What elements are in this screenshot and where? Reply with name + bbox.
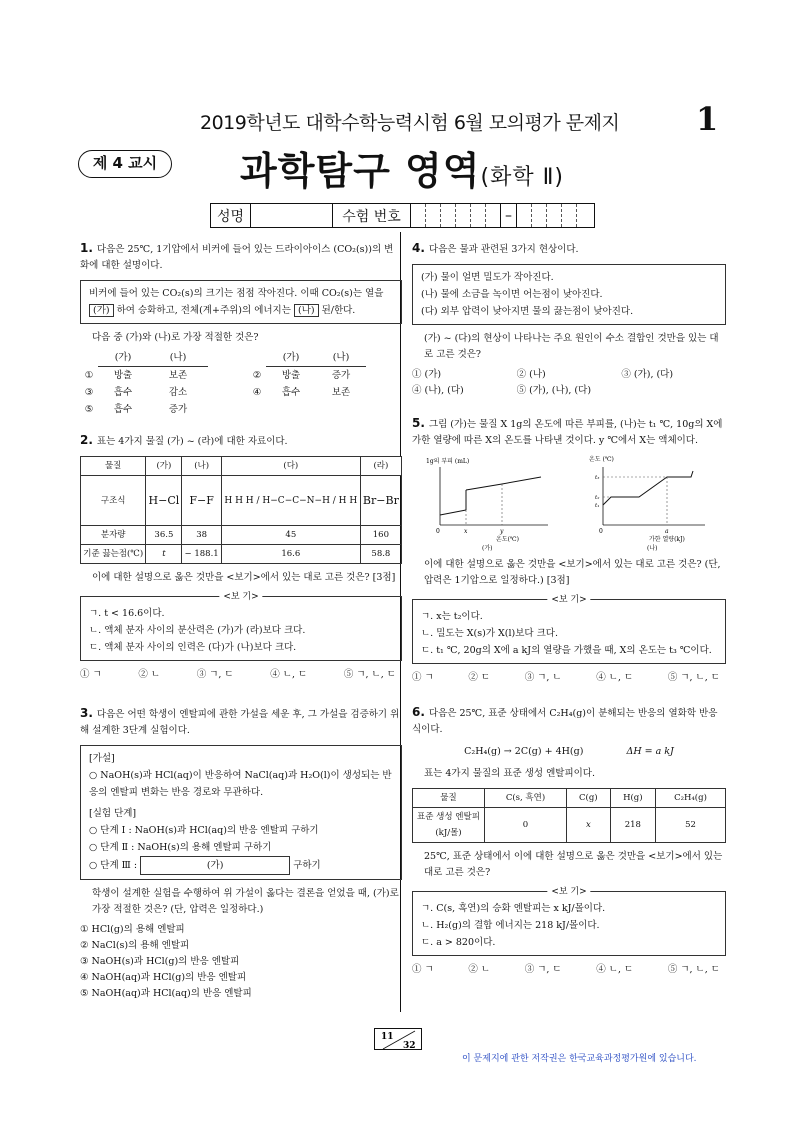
exam-no-digit[interactable] [577, 204, 592, 227]
phenomenon-item: (다) 외부 압력이 낮아지면 물의 끓는점이 낮아진다. [421, 306, 634, 317]
name-label: 성명 [211, 204, 251, 227]
table-cell: 52 [655, 808, 725, 843]
bogi-label: <보 기> [547, 884, 590, 901]
question-2 [80, 432, 402, 683]
bogi-item: ㄱ. t < 16.6이다. [89, 608, 165, 619]
subject-name: 과학탐구 영역 [240, 149, 481, 193]
choice-number[interactable]: ⑤ [84, 404, 94, 415]
passage-text: 하여 승화하고, 전체(계+주위)의 에너지는 [116, 305, 291, 316]
answer-choice[interactable]: ② ㄷ [468, 672, 491, 683]
table-cell: 218 [610, 808, 655, 843]
col-header: (가) [266, 350, 316, 367]
graph-xlabel: 가한 열량(kJ) [648, 536, 685, 543]
tick-label: t₁ [594, 503, 599, 509]
answer-choice[interactable]: ① ㄱ [412, 672, 434, 683]
period-badge: 제 4 교시 [78, 150, 172, 178]
exam-no-digit[interactable] [532, 204, 547, 227]
answer-list [80, 922, 402, 1002]
question-number: 4. [412, 241, 425, 255]
question-ask: 이에 대한 설명으로 옳은 것만을 <보기>에서 있는 대로 고른 것은? (단, 압력은 1기압으로 일정하다.) [3점] [424, 559, 721, 586]
exam-no-digit[interactable] [456, 204, 471, 227]
table-header: 물질 [81, 457, 146, 476]
blank-ga: (가) [89, 304, 114, 317]
answer-choice[interactable]: ② ㄴ [138, 669, 161, 680]
table-header: (가) [146, 457, 182, 476]
exam-no-digit[interactable] [411, 204, 426, 227]
question-stem: 다음은 어떤 학생이 엔탈피에 관한 가설을 세운 후, 그 가설을 검증하기 위해 설계한 3단계 실험이다. [80, 709, 400, 736]
answer-choice[interactable]: ① ㄱ [412, 964, 434, 975]
tick-label: t₂ [594, 495, 599, 501]
question-stem: 표는 4가지 물질 (가) ~ (라)에 대한 자료이다. [96, 436, 288, 447]
graph-caption: (나) [646, 545, 657, 551]
choice-value: 감소 [168, 387, 188, 398]
page-counter [374, 1028, 422, 1050]
current-page: 11 [381, 1032, 394, 1042]
exam-no-digit[interactable] [486, 204, 501, 227]
choice-value: 방출 [281, 370, 301, 381]
thermochemical-equation [412, 744, 726, 760]
exam-no-label: 수험 번호 [333, 204, 411, 227]
page-counter-graphic [375, 1029, 423, 1051]
row-label: 분자량 [81, 526, 146, 545]
answer-choice[interactable]: ② ㄴ [468, 964, 491, 975]
answer-choice[interactable]: ③ ㄱ, ㄷ [196, 669, 234, 680]
table-cell: 38 [182, 526, 221, 545]
question-ask: (가) ~ (다)의 현상이 나타나는 주요 원인이 수소 결합인 것만을 있는 대로 고른 것은? [424, 333, 719, 360]
bogi-item: ㄷ. t₁ ℃, 20g의 X에 a kJ의 열량을 가했을 때, X의 온도는 t₃ ℃이다. [421, 645, 712, 656]
question-ask: 다음 중 (가)와 (나)로 가장 적절한 것은? [92, 332, 259, 343]
table-header: C₂H₄(g) [655, 789, 725, 808]
choice-value: 방출 [113, 370, 133, 381]
question-4 [412, 240, 726, 399]
answer-choice[interactable]: ④ ㄴ, ㄷ [596, 964, 634, 975]
choice-value: 보존 [331, 387, 351, 398]
graph-xlabel: 온도(℃) [495, 536, 519, 543]
identity-box [210, 203, 595, 228]
choice-number[interactable]: ① [84, 370, 94, 381]
row-label: 표준 생성 엔탈피 (kJ/몰) [413, 808, 485, 843]
copyright-notice: 이 문제지에 관한 저작권은 한국교육과정평가원에 있습니다. [462, 1054, 697, 1064]
question-number: 5. [412, 416, 425, 430]
exam-no-digit[interactable] [441, 204, 456, 227]
graph-temp-vs-heat [583, 455, 713, 551]
solid-line [440, 510, 466, 515]
step-suffix: 구하기 [293, 860, 321, 871]
answer-choice[interactable]: ③ (가), (다) [621, 369, 674, 380]
bogi-item: ㄷ. a > 820이다. [421, 937, 496, 948]
answer-choice[interactable]: ④ ㄴ, ㄷ [596, 672, 634, 683]
answer-choice[interactable]: ⑤ NaOH(aq)과 HCl(aq)의 반응 엔탈피 [80, 988, 252, 999]
answer-choices [412, 962, 726, 978]
heating-curve [603, 471, 693, 505]
graph-origin: 0 [598, 528, 603, 535]
exam-no-digit[interactable] [471, 204, 486, 227]
passage-text: 된/한다. [321, 305, 356, 316]
exam-no-digit[interactable] [426, 204, 441, 227]
choice-value: 증가 [331, 370, 351, 381]
enthalpy-table [412, 788, 726, 843]
question-ask: 이에 대한 설명으로 옳은 것만을 <보기>에서 있는 대로 고른 것은? [3점] [92, 572, 396, 583]
choice-value: 흡수 [113, 404, 133, 415]
answer-grid [80, 350, 402, 418]
step-item: ○ 단계 Ⅰ : NaOH(s)과 HCl(aq)의 반응 엔탈피 구하기 [89, 825, 319, 836]
table-header: C(g) [567, 789, 611, 808]
choice-number[interactable]: ④ [252, 387, 262, 398]
structure-formula: H−Cl [146, 476, 182, 526]
question-ask: 25℃, 표준 상태에서 이에 대한 설명으로 옳은 것만을 <보기>에서 있는 대로 고른 것은? [424, 851, 723, 878]
question-stem: 다음은 물과 관련된 3가지 현상이다. [428, 244, 579, 255]
choice-value: 흡수 [113, 387, 133, 398]
table-header: (나) [182, 457, 221, 476]
answer-choice[interactable]: ④ NaOH(aq)과 HCl(g)의 반응 엔탈피 [80, 972, 247, 983]
total-pages: 32 [403, 1041, 416, 1051]
name-field[interactable] [251, 204, 333, 227]
question-stem: 다음은 25℃, 표준 상태에서 C₂H₄(g)이 분해되는 반응의 열화학 반응식이다. [412, 708, 718, 735]
table-header: (라) [360, 457, 401, 476]
passage-text: 비커에 들어 있는 CO₂(s)의 크기는 점점 작아진다. 이때 CO₂(s)는 열을 [89, 288, 384, 299]
answer-choice[interactable]: ① HCl(g)의 용해 엔탈피 [80, 924, 185, 935]
question-number: 6. [412, 705, 425, 719]
table-header: H(g) [610, 789, 655, 808]
table-cell: − 188.1 [182, 545, 221, 564]
col-header: (나) [316, 350, 366, 367]
answer-choice[interactable]: ③ ㄱ, ㄴ [524, 672, 562, 683]
bogi-box [80, 592, 402, 661]
answer-choice[interactable]: ③ NaOH(s)과 HCl(g)의 반응 엔탈피 [80, 956, 240, 967]
bogi-label: <보 기> [547, 592, 590, 609]
step-item [89, 856, 393, 875]
structure-formula: H H H / H−C−C−N−H / H H [221, 476, 360, 526]
phenomenon-item: (나) 물에 소금을 녹이면 어는점이 낮아진다. [421, 289, 603, 300]
bogi-item: ㄷ. 액체 분자 사이의 인력은 (다)가 (나)보다 크다. [89, 642, 297, 653]
exam-no-dash: – [501, 204, 517, 227]
step-item: ○ 단계 Ⅱ : NaOH(s)의 용해 엔탈피 구하기 [89, 842, 272, 853]
answer-choice[interactable]: ⑤ ㄱ, ㄴ, ㄷ [343, 669, 396, 680]
table-cell: 16.6 [221, 545, 360, 564]
step-prefix: ○ 단계 Ⅲ : [89, 860, 138, 871]
choice-number[interactable]: ② [252, 370, 262, 381]
right-column [412, 240, 726, 988]
answer-choices [412, 367, 726, 399]
graphs [412, 455, 726, 551]
delta-h: ΔH = a kJ [626, 746, 674, 757]
question-stem: 그림 (가)는 물질 X 1g의 온도에 따른 부피를, (나)는 t₁ ℃, 10g의 X에 가한 열량에 따른 X의 온도를 나타낸 것이다. y ℃에서 X는 액체이다. [412, 419, 723, 446]
table-header: (다) [221, 457, 360, 476]
answer-choice[interactable]: ② (나) [516, 369, 546, 380]
table-cell: t [146, 545, 182, 564]
tick-label: a [664, 528, 669, 535]
subject-sub: (화학 Ⅱ) [480, 165, 564, 190]
substance-table [80, 456, 402, 564]
subject-title [240, 140, 564, 195]
graph-caption: (가) [481, 545, 492, 551]
answer-choice[interactable]: ③ ㄱ, ㄷ [524, 964, 562, 975]
experiment-box [80, 745, 402, 880]
answer-choice[interactable]: ④ (나), (다) [412, 385, 464, 396]
structure-formula: F−F [182, 476, 221, 526]
table-cell: x [567, 808, 611, 843]
row-label: 구조식 [81, 476, 146, 526]
phenomenon-item: (가) 물이 얼면 밀도가 작아진다. [421, 272, 554, 283]
blank-na: (나) [294, 304, 319, 317]
question-ask: 학생이 설계한 실험을 수행하여 위 가설이 옳다는 결론을 얻었을 때, (가)로 가장 적절한 것은? (단, 압력은 일정하다.) [92, 888, 399, 915]
question-number: 3. [80, 706, 93, 720]
tick-label: y [499, 528, 503, 535]
answer-choice[interactable]: ② NaCl(s)의 용해 엔탈피 [80, 940, 190, 951]
choice-number[interactable]: ③ [84, 387, 94, 398]
phenomena-box [412, 264, 726, 325]
table-cell: 45 [221, 526, 360, 545]
question-3 [80, 705, 402, 1002]
choice-value: 증가 [168, 404, 188, 415]
left-column [80, 240, 402, 1012]
table-intro: 표는 4가지 물질의 표준 생성 엔탈피이다. [424, 768, 595, 779]
question-6 [412, 704, 726, 978]
table-header: C(s, 흑연) [485, 789, 567, 808]
answer-choice[interactable]: ⑤ (가), (나), (다) [516, 385, 592, 396]
question-1 [80, 240, 402, 418]
bogi-item: ㄴ. H₂(g)의 결합 에너지는 218 kJ/몰이다. [421, 920, 600, 931]
row-label: 기준 끓는점(℃) [81, 545, 146, 564]
answer-choice[interactable]: ④ ㄴ, ㄷ [270, 669, 308, 680]
bogi-item: ㄴ. 액체 분자 사이의 분산력은 (가)가 (라)보다 크다. [89, 625, 306, 636]
bogi-item: ㄱ. x는 t₂이다. [421, 611, 483, 622]
structure-formula: Br−Br [360, 476, 401, 526]
question-number: 2. [80, 433, 93, 447]
table-cell: 0 [485, 808, 567, 843]
page-number: 1 [696, 100, 719, 138]
col-header: (나) [148, 350, 208, 367]
table-header: 물질 [413, 789, 485, 808]
graph-ylabel: 1g의 부피 (mL) [425, 458, 469, 465]
choice-value: 보존 [168, 370, 188, 381]
steps-label: [실험 단계] [89, 808, 137, 819]
bogi-label: <보 기> [219, 589, 262, 606]
answer-choice[interactable]: ⑤ ㄱ, ㄴ, ㄷ [667, 964, 720, 975]
bogi-item: ㄴ. 밀도는 X(s)가 X(l)보다 크다. [421, 628, 558, 639]
exam-no-digit[interactable] [547, 204, 562, 227]
answer-choice[interactable]: ① (가) [412, 369, 442, 380]
exam-title: 2019학년도 대학수학능력시험 6월 모의평가 문제지 [200, 112, 620, 134]
tick-label: t₃ [594, 475, 599, 481]
hypothesis-label: [가설] [89, 753, 115, 764]
graph-origin: 0 [435, 528, 440, 535]
table-cell: 58.8 [360, 545, 401, 564]
question-stem: 다음은 25℃, 1기압에서 비커에 들어 있는 드라이아이스 (CO₂(s))의 변화에 대한 설명이다. [80, 244, 394, 271]
liquid-line [466, 477, 541, 490]
graph-volume-vs-temp [426, 455, 556, 551]
bogi-box [412, 887, 726, 956]
answer-choices [80, 667, 402, 683]
bogi-item: ㄱ. C(s, 흑연)의 승화 엔탈피는 x kJ/몰이다. [421, 903, 606, 914]
exam-no-digit[interactable] [562, 204, 577, 227]
graph-ylabel: 온도 (℃) [588, 456, 614, 463]
col-header: (가) [98, 350, 148, 367]
passage-box [80, 280, 402, 324]
hypothesis-text: ○ NaOH(s)과 HCl(aq)이 반응하여 NaCl(aq)과 H₂O(l)이 생성되는 반응의 엔탈피 변화는 반응 경로와 무관하다. [89, 770, 392, 798]
answer-choice[interactable]: ⑤ ㄱ, ㄴ, ㄷ [667, 672, 720, 683]
exam-no-digit[interactable] [517, 204, 532, 227]
bogi-box [412, 595, 726, 664]
table-cell: 36.5 [146, 526, 182, 545]
choice-value: 흡수 [281, 387, 301, 398]
equation-text: C₂H₄(g) → 2C(g) + 4H(g) [464, 746, 584, 757]
tick-label: x [463, 528, 467, 535]
question-5 [412, 415, 726, 686]
answer-choice[interactable]: ① ㄱ [80, 669, 102, 680]
question-number: 1. [80, 241, 93, 255]
blank-ga: (가) [140, 856, 290, 875]
table-cell: 160 [360, 526, 401, 545]
answer-choices [412, 670, 726, 686]
